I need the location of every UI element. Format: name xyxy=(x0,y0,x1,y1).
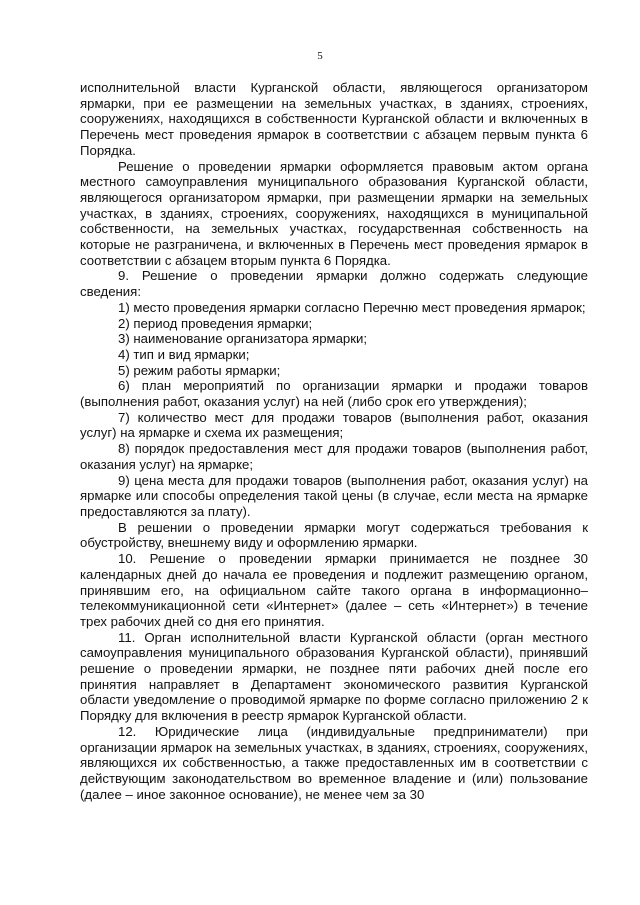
paragraph: В решении о проведении ярмарки могут содержаться требования к обустройству, внешнему виду и оформлению ярмарки. xyxy=(80,519,588,551)
paragraph: 11. Орган исполнительной власти Курганской области (орган местного самоуправления муниципального образования Курганской области), принявший решение о проведении ярмарки, не позднее пяти рабочих дней после его принятия направляет в Департамент экономического развития Курганской области уведомление о проводимой ярмарке по форме согласно приложению 2 к Порядку для включения в реестр ярмарок Курганской области. xyxy=(80,629,588,724)
paragraph: 6) план мероприятий по организации ярмарки и продажи товаров (выполнения работ, оказания услуг) на ней (либо срок его утверждения); xyxy=(80,378,588,410)
paragraph: 9. Решение о проведении ярмарки должно содержать следующие сведения: xyxy=(80,268,588,300)
paragraph: 1) место проведения ярмарки согласно Перечню мест проведения ярмарок; xyxy=(118,299,586,315)
paragraph: Решение о проведении ярмарки оформляется правовым актом органа местного самоуправления муниципального образования Курганской области, являющегося организатором ярмарки, при размещении ярмарки на земельных участках, в зданиях, строениях, сооружениях, находящихся в муниципальной собственности, на земельных участках, государственная собственность на которые не разграничена, и включенных в Перечень мест проведения ярмарок в соответствии с абзацем вторым пункта 6 Порядка. xyxy=(80,158,588,268)
paragraph: 4) тип и вид ярмарки; xyxy=(118,346,250,362)
paragraph: 8) порядок предоставления мест для продажи товаров (выполнения работ, оказания услуг) на ярмарке; xyxy=(80,441,588,472)
paragraph: 5) режим работы ярмарки; xyxy=(118,362,281,378)
paragraph: 12. Юридические лица (индивидуальные предприниматели) при организации ярмарок на земельных участках, в зданиях, строениях, сооружениях, являющихся их собственностью, а также предоставленных им в соответствии с действующим законодательством во временное владение и (или) пользование (далее – иное законное основание), не менее чем за 30 xyxy=(80,723,588,802)
paragraph: 3) наименование организатора ярмарки; xyxy=(118,331,368,347)
document-body xyxy=(80,80,588,802)
paragraph: 9) цена места для продажи товаров (выполнения работ, оказания услуг) на ярмарке или способы определения такой цены (в случае, если места на ярмарке предоставляются за плату). xyxy=(80,472,588,519)
paragraph: 10. Решение о проведении ярмарки принимается не позднее 30 календарных дней до начала ее проведения и подлежит размещению органом, принявшим его, на официальном сайте такого органа в информационно–телекоммуникационной сети «Интернет» (далее – сеть «Интернет») в течение трех рабочих дней со дня его принятия. xyxy=(80,551,588,629)
paragraph: 2) период проведения ярмарки; xyxy=(118,315,313,331)
page-number: 5 xyxy=(317,50,323,62)
paragraph: 7) количество мест для продажи товаров (выполнения работ, оказания услуг) на ярмарке и схема их размещения; xyxy=(80,409,588,441)
paragraph: исполнительной власти Курганской области, являющегося организатором ярмарки, при ее размещении на земельных участках, в зданиях, строениях, сооружениях, находящихся в собственности Курганской области и включенных в Перечень мест проведения ярмарок в соответствии с абзацем первым пункта 6 Порядка. xyxy=(80,80,588,158)
